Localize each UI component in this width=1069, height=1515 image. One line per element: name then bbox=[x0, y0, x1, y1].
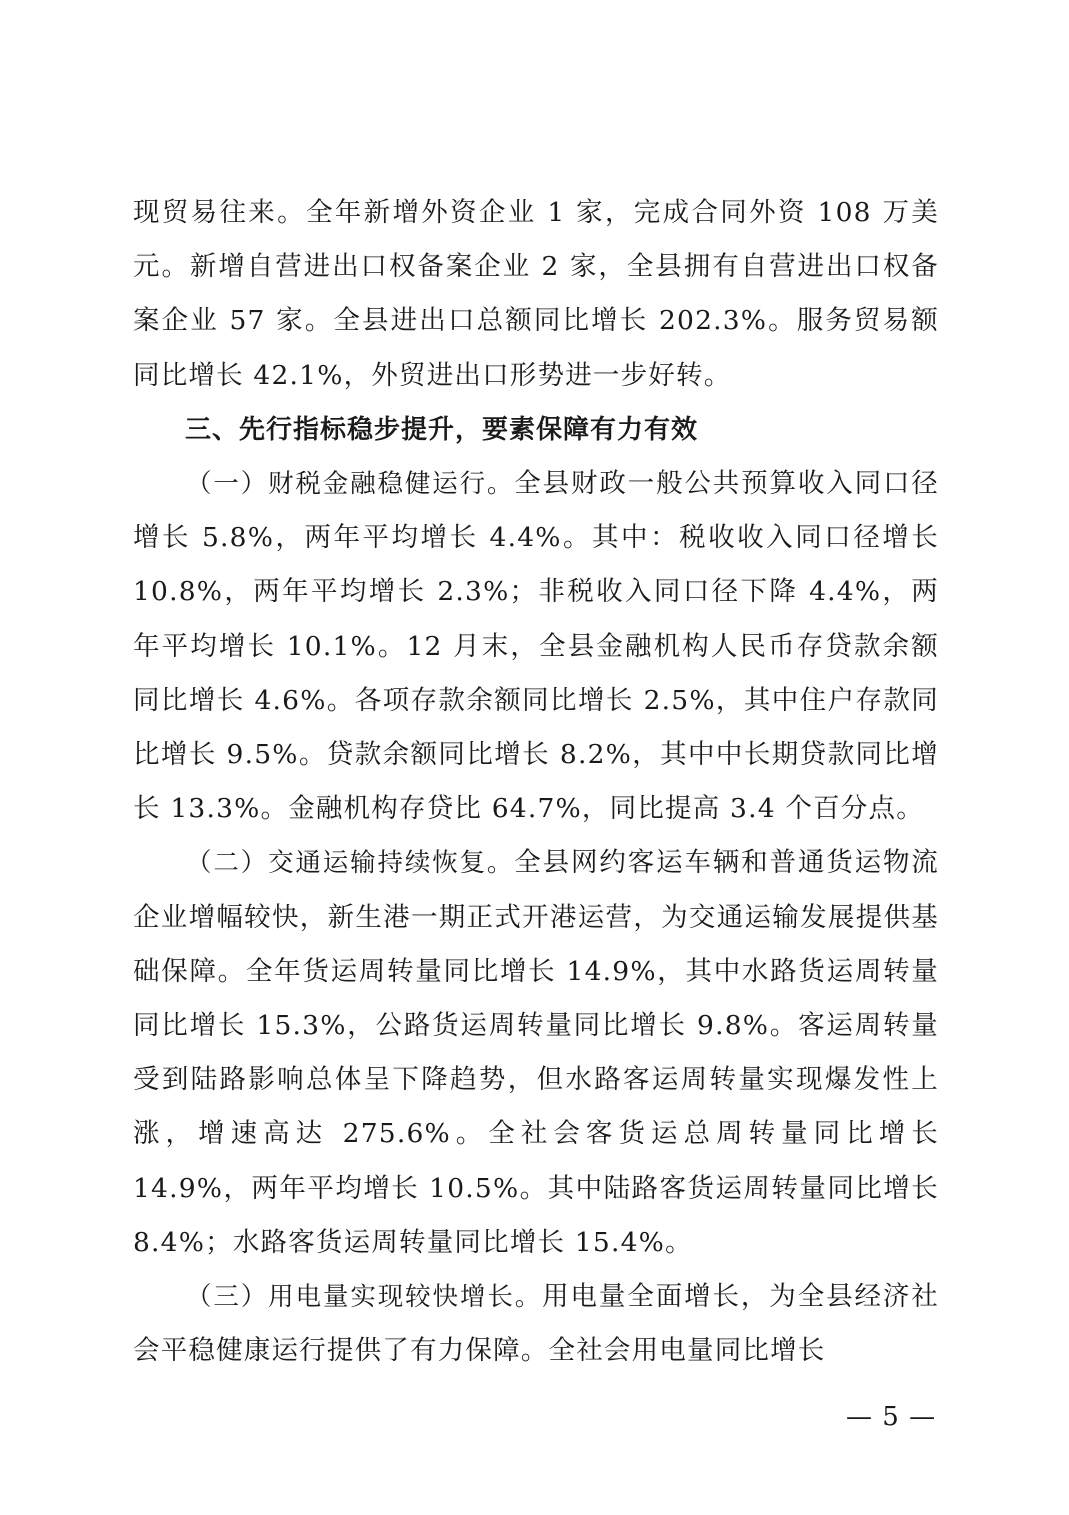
paragraph-lead: （三）用电量实现较快增长。 bbox=[186, 1282, 543, 1313]
paragraph-text: 全县网约客运车辆和普通货运物流企业增幅较快，新生港一期正式开港运营，为交通运输发展提供基础保障。全年货运周转量同比增长 14.9%，其中水路货运周转量同比增长 15.3%，公路货运周转量同比增长 9.8%。客运周转量受到陆路影响总体呈下降趋势，但水路客运周转量实现爆发性上涨，增速高达 275.6%。全社会客货运总周转量同比增长 14.9%，两年平均增长 10.5%。其中陆路客货运周转量同比增长 8.4%；水路客货运周转量同比增长 15.4%。 bbox=[133, 847, 940, 1258]
paragraph-lead: （二）交通运输持续恢复。 bbox=[186, 848, 515, 879]
paragraph-lead: （一）财税金融稳健运行。 bbox=[186, 469, 515, 500]
paragraph-text: 用电量全面增长，为全县经济社会平稳健康运行提供了有力保障。全社会用电量同比增长 bbox=[133, 1281, 939, 1367]
body-text bbox=[133, 186, 939, 1378]
paragraph-transport bbox=[133, 836, 939, 1270]
paragraph-electricity bbox=[133, 1270, 939, 1378]
paragraph-text: 全县财政一般公共预算收入同口径增长 5.8%，两年平均增长 4.4%。其中：税收收入同口径增长 10.8%，两年平均增长 2.3%；非税收入同口径下降 4.4%，两年平均增长 10.1%。12 月末，全县金融机构人民币存贷款余额同比增长 4.6%。各项存款余额同比增长 2.5%，其中住户存款同比增长 9.5%。贷款余额同比增长 8.2%，其中中长期贷款同比增长 13.3%。金融机构存贷比 64.7%，同比提高 3.4 个百分点。 bbox=[133, 468, 940, 825]
page-number: — 5 — bbox=[846, 1402, 937, 1432]
paragraph-text: 现贸易往来。全年新增外资企业 1 家，完成合同外资 108 万美元。新增自营进出口权备案企业 2 家，全县拥有自营进出口权备案企业 57 家。全县进出口总额同比增长 202.3%。服务贸易额同比增长 42.1%，外贸进出口形势进一步好转。 bbox=[133, 197, 939, 391]
section-heading: 三、先行指标稳步提升，要素保障有力有效 bbox=[185, 414, 699, 445]
paragraph-trade bbox=[133, 186, 939, 403]
paragraph-finance bbox=[133, 457, 939, 836]
